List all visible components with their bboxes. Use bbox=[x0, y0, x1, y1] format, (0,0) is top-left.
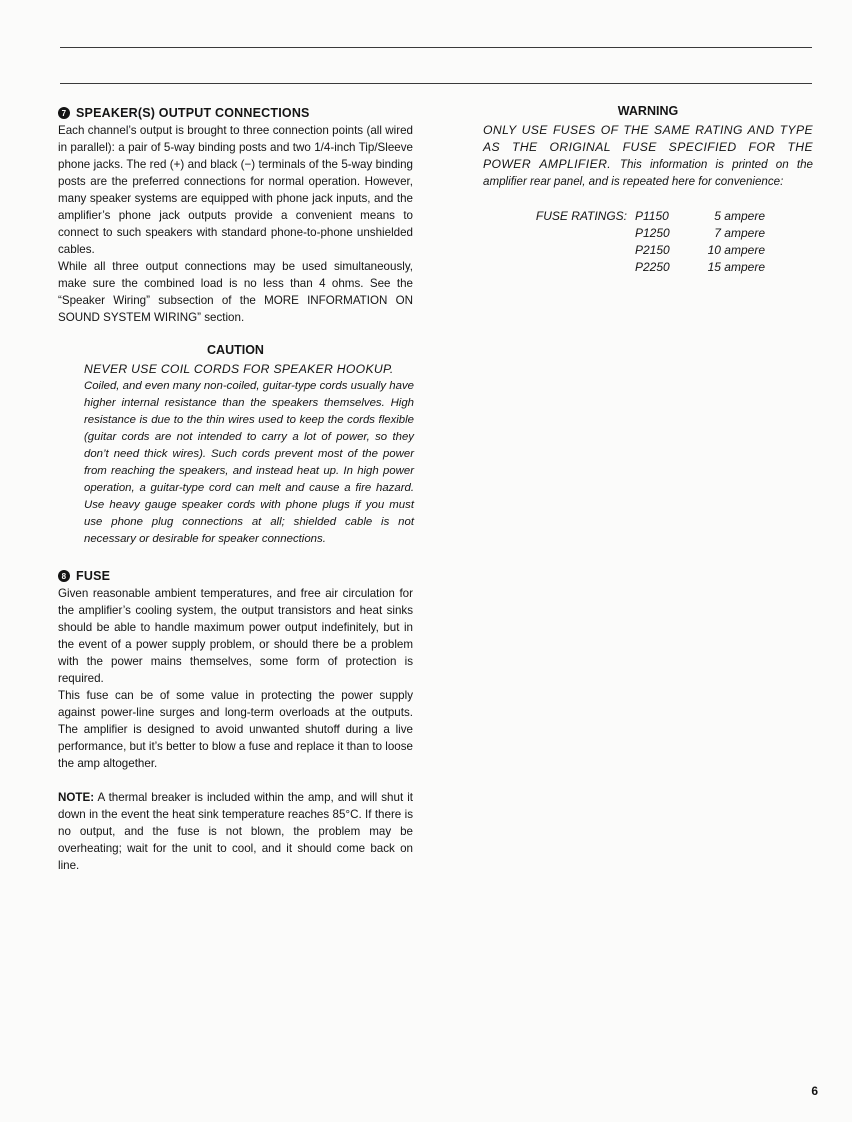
page-number: 6 bbox=[811, 1084, 818, 1098]
speaker-paragraph-1: Each channel’s output is brought to three connection points (all wired in parallel): a pair of 5-way binding posts and two 1/4-inch Tip/Sleeve phone jacks. The red (+) and black (−) terminals of the 5-way binding posts are the preferred connections for normal operation. However, many speaker systems are equipped with phone jack inputs, and the amplifier’s phone jack outputs provide a convenient means to connect to such speakers with standard phone-to-phone unshielded cables. bbox=[58, 124, 413, 256]
warning-rest-text: This information is printed on the amplifier rear panel, and is repeated here for convenience: bbox=[483, 158, 813, 188]
fuse-model: P1250 bbox=[635, 226, 670, 240]
fuse-amps: 7 ampere bbox=[714, 226, 765, 240]
top-rule-1 bbox=[60, 47, 812, 48]
note-text: A thermal breaker is included within the amp, and will shut it down in the event the heat sink temperature reaches 85°C. If there is no output, and the fuse is not blown, the problem may be overheating; wait for the unit to cool, and it should come back on line. bbox=[58, 791, 413, 872]
fuse-amps: 5 ampere bbox=[714, 209, 765, 223]
warning-title: WARNING bbox=[617, 104, 679, 118]
fuse-ratings-label: FUSE RATINGS: bbox=[535, 209, 627, 223]
fuse-amps: 15 ampere bbox=[707, 260, 765, 274]
fuse-rating-row bbox=[483, 225, 813, 242]
fuse-rating-row bbox=[483, 242, 813, 259]
caution-first-line: NEVER USE COIL CORDS FOR SPEAKER HOOKUP. bbox=[84, 362, 394, 376]
caution-block bbox=[84, 361, 414, 548]
fuse-ratings-table bbox=[483, 208, 813, 276]
section-number-badge: 7 bbox=[58, 107, 70, 119]
fuse-paragraph-2: This fuse can be of some value in protecting the power supply against power-line surges and long-term overloads at the outputs. The amplifier is designed to avoid unwanted shutoff during a live performance, but it’s better to blow a fuse and replace it than to loose the amp altogether. bbox=[58, 689, 413, 770]
section-number-badge: 8 bbox=[58, 570, 70, 582]
note-label: NOTE: bbox=[58, 791, 95, 804]
speaker-section-title: SPEAKER(S) OUTPUT CONNECTIONS bbox=[76, 106, 310, 120]
right-column bbox=[483, 104, 813, 276]
fuse-amps: 10 ampere bbox=[707, 243, 765, 257]
top-rule-2 bbox=[60, 83, 812, 84]
speaker-section-heading bbox=[58, 104, 413, 122]
fuse-model: P2250 bbox=[635, 260, 670, 274]
warning-text bbox=[483, 122, 813, 190]
fuse-model: P1150 bbox=[635, 209, 669, 223]
fuse-rating-row bbox=[483, 208, 813, 225]
fuse-section-title: FUSE bbox=[76, 569, 111, 583]
fuse-model: P2150 bbox=[635, 243, 670, 257]
left-column bbox=[58, 104, 413, 874]
fuse-paragraph-1: Given reasonable ambient temperatures, and free air circulation for the amplifier’s cooling system, the output transistors and heat sinks should be able to handle maximum power output indefinitely, but in the event of a power supply problem, or should there be a problem with the power mains themselves, some form of protection is required. bbox=[58, 587, 413, 685]
caution-title: CAUTION bbox=[207, 343, 264, 357]
fuse-rating-row bbox=[483, 259, 813, 276]
speaker-paragraph-2: While all three output connections may be used simultaneously, make sure the combined load is no less than 4 ohms. See the “Speaker Wiring” subsection of the MORE INFORMATION ON SOUND SYSTEM WIRING” section. bbox=[58, 260, 413, 324]
caution-body: Coiled, and even many non-coiled, guitar-type cords usually have higher internal resistance than the speakers themselves. High resistance is due to the thin wires used to keep the cords flexible (guitar cords are not intended to carry a lot of power, so they don’t need thick wires). Such cords prevent most of the power from reaching the speakers, and instead heat up. In high power operation, a guitar-type cord can melt and cause a fire hazard. Use heavy gauge speaker cords with phone plugs if you must use phone plug connections at all; shielded cable is not necessary or desirable for speaker connections. bbox=[84, 380, 414, 545]
warning-caps-text: ONLY USE FUSES OF THE SAME RATING AND TYPE AS THE ORIGINAL FUSE SPECIFIED FOR THE POWER AMPLIFIER. bbox=[483, 123, 813, 171]
fuse-section-heading bbox=[58, 567, 413, 585]
thermal-note bbox=[58, 789, 413, 874]
